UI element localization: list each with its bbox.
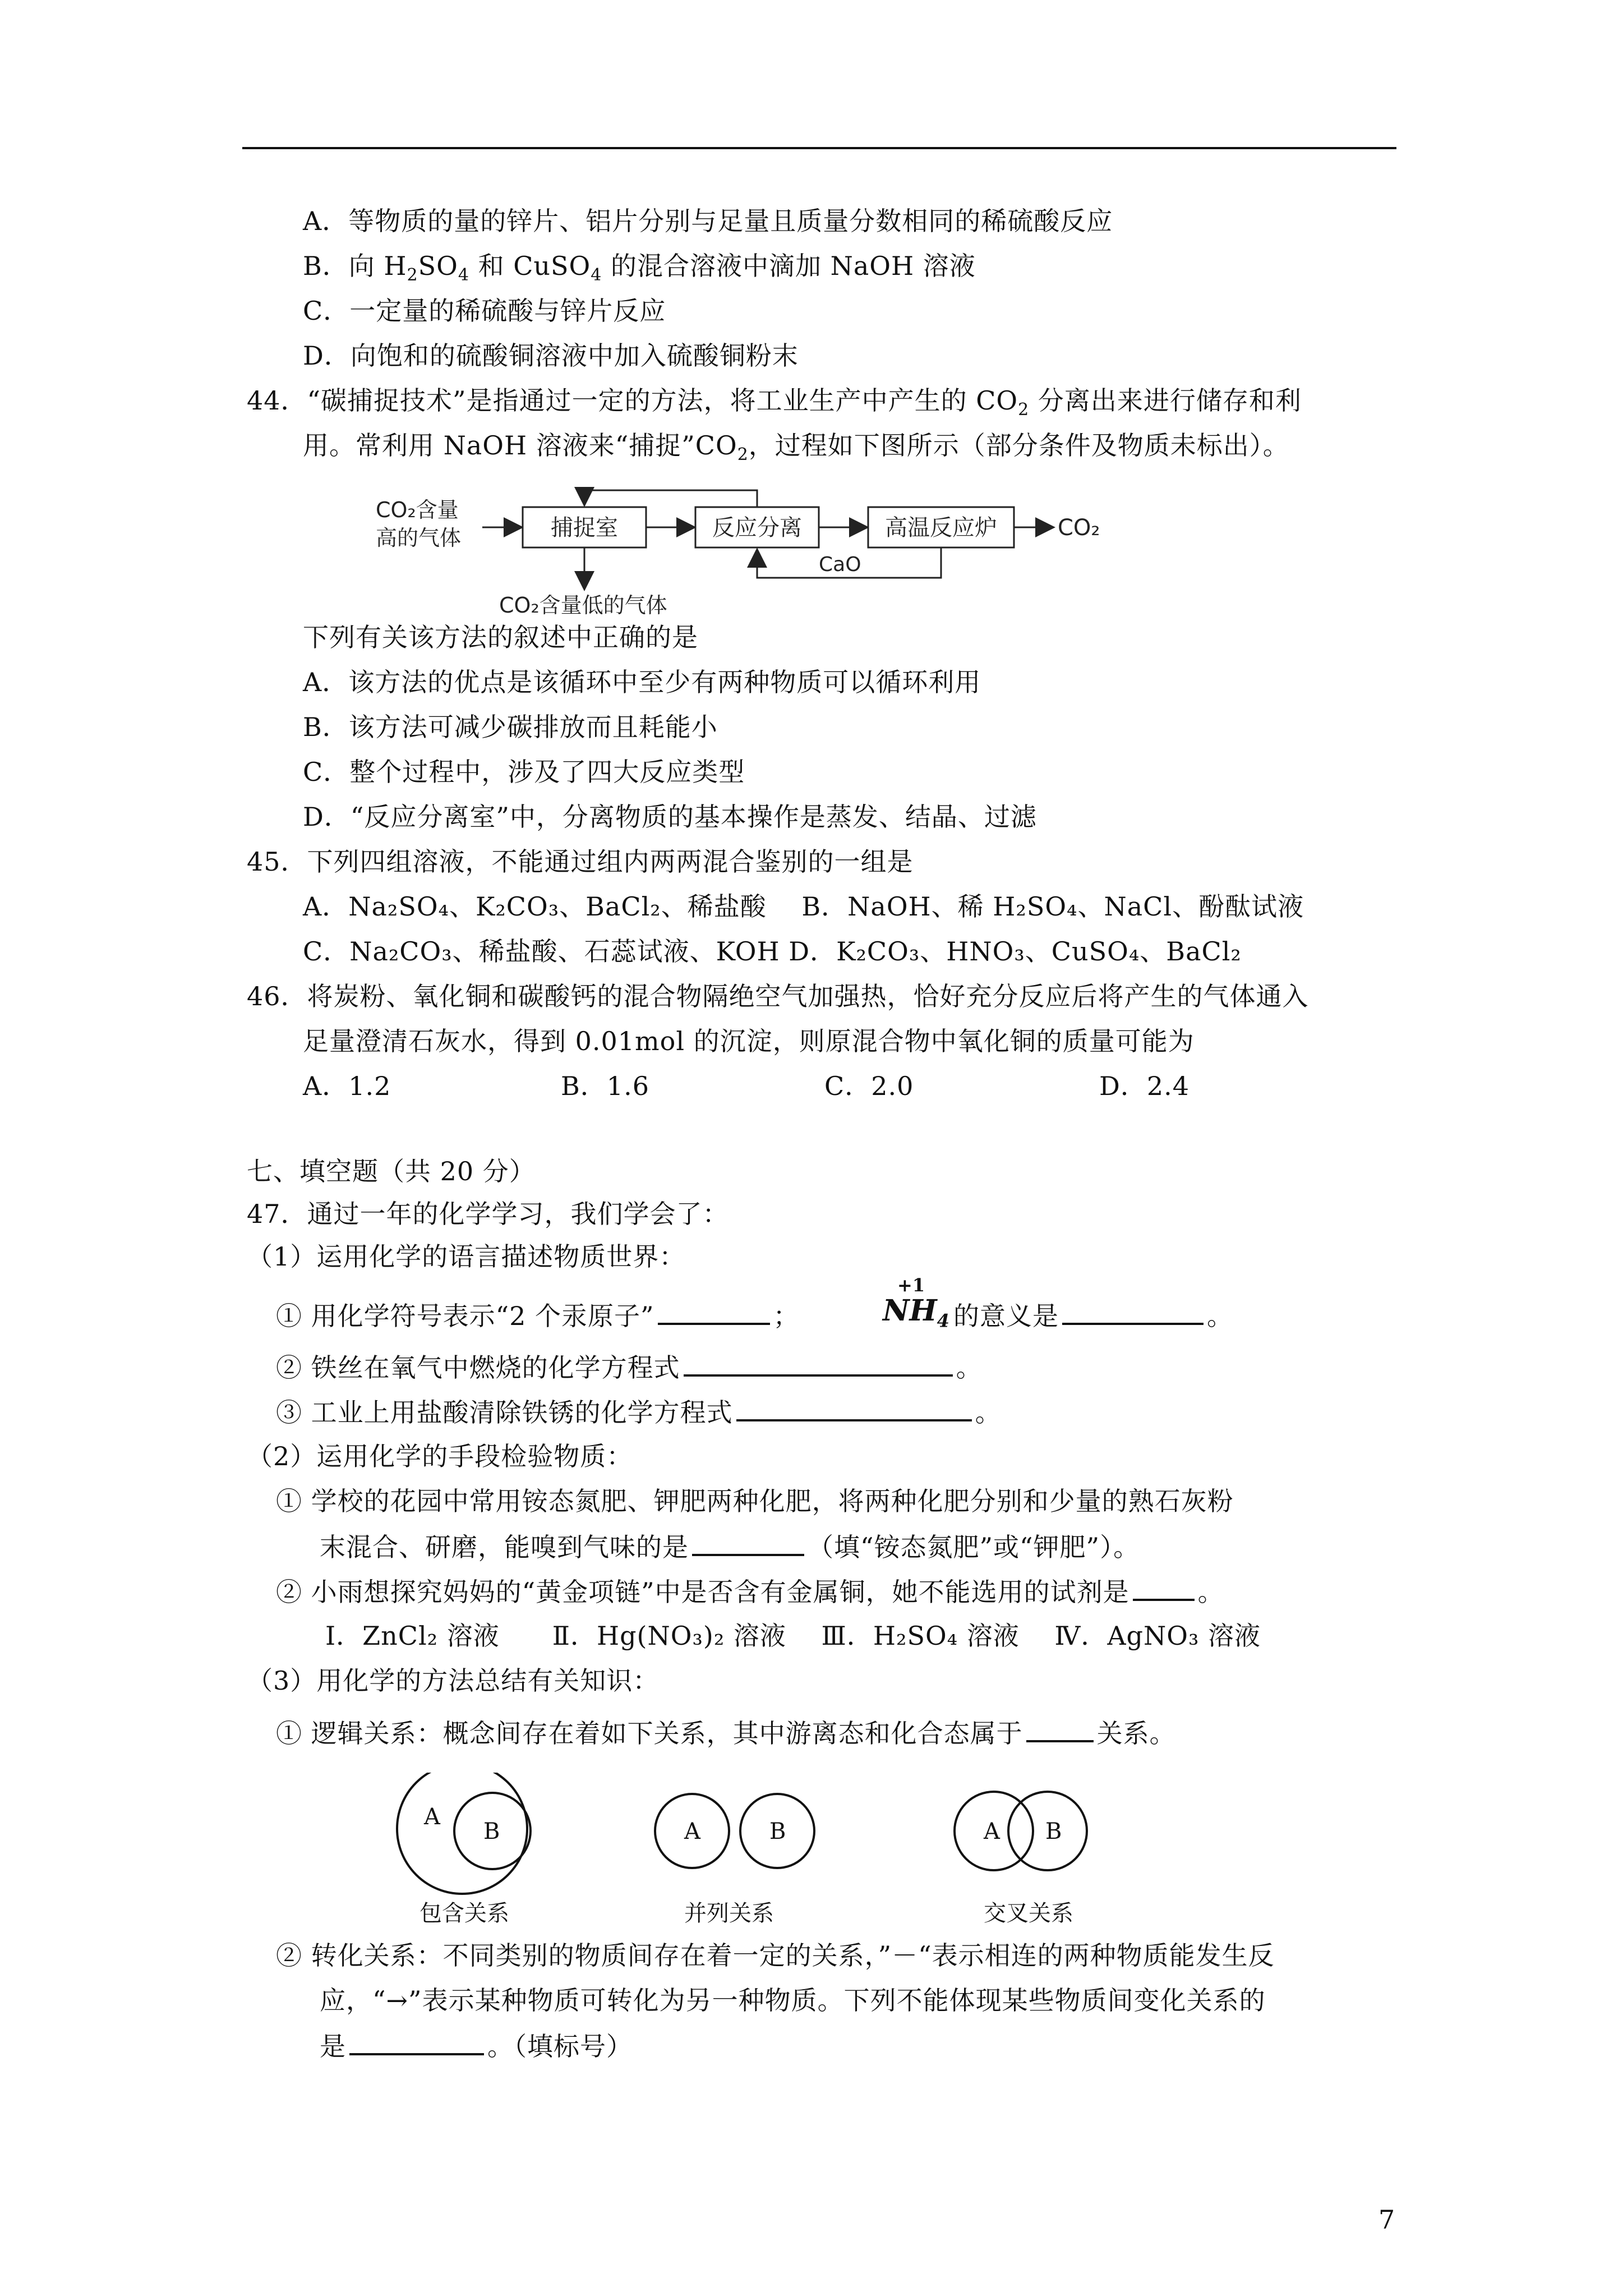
answer-blank[interactable] — [1133, 1574, 1195, 1601]
q43-option-b: B．向 $H_2SO_4$ 和 CuSO$_4$ 的混合溶液中滴加 NaOH 溶液 — [303, 251, 976, 286]
flow-exhaust-label: CO₂含量低的气体 — [499, 593, 667, 617]
label-b: B — [769, 1819, 786, 1844]
q47-part3-item2-line1: ② 转化关系：不同类别的物质间存在着一定的关系，”－“表示相连的两种物质能发生反 — [276, 1940, 1275, 1971]
q47-part3-item1: ① 逻辑关系：概念间存在着如下关系，其中游离态和化合态属于 关系。 — [276, 1715, 1176, 1750]
q47-part2-reagent-options: Ⅰ．ZnCl₂ 溶液 Ⅱ．Hg(NO₃)₂ 溶液 Ⅲ．H₂SO₄ 溶液 Ⅳ．AgNO₃ 溶液 — [325, 1621, 1261, 1651]
q47-part3-item2-line3: 是 。（填标号） — [320, 2028, 633, 2063]
q47-part1-item1-tail: 的意义是 。 — [953, 1298, 1233, 1333]
label-a: A — [424, 1804, 440, 1830]
q47-part2-item2: ② 小雨想探究妈妈的“黄金项链”中是否含有金属铜，她不能选用的试剂是 。 — [276, 1574, 1224, 1609]
label-b: B — [483, 1819, 500, 1844]
carbon-capture-flow-diagram — [359, 482, 1133, 617]
label-a: A — [684, 1819, 700, 1844]
parallel-relation — [655, 1794, 814, 1926]
q46-option-b: B．1.6 — [561, 1071, 649, 1101]
flow-input-label-1: CO₂含量 — [376, 498, 459, 522]
intersection-label: 交叉关系 — [984, 1901, 1073, 1926]
outer-circle-a — [397, 1773, 527, 1894]
reaction-separation-label: 反应分离 — [712, 515, 802, 541]
q46-option-a: A．1.2 — [303, 1071, 391, 1101]
answer-blank[interactable] — [349, 2028, 484, 2055]
q46-option-d: D．2.4 — [1099, 1071, 1190, 1101]
q46-option-c: C．2.0 — [824, 1071, 914, 1101]
q44-option-c: C．整个过程中，涉及了四大反应类型 — [303, 757, 745, 787]
parallel-label: 并列关系 — [684, 1901, 774, 1926]
q47-stem: 47．通过一年的化学学习，我们学会了： — [247, 1199, 729, 1229]
section-7-heading: 七、填空题（共 20 分） — [247, 1156, 536, 1186]
answer-blank[interactable] — [692, 1529, 804, 1556]
answer-blank[interactable] — [1062, 1298, 1204, 1325]
q44-option-a: A．该方法的优点是该循环中至少有两种物质可以循环利用 — [303, 667, 981, 697]
q45-options-cd: C．Na₂CO₃、稀盐酸、石蕊试液、KOH D．K₂CO₃、HNO₃、CuSO₄、BaCl₂ — [303, 936, 1242, 967]
q44-stem-line1: 44．“碳捕捉技术”是指通过一定的方法，将工业生产中产生的 $CO_2$ 分离出来进行储存和利 — [247, 385, 1302, 420]
q45-stem: 45．下列四组溶液，不能通过组内两两混合鉴别的一组是 — [247, 846, 914, 877]
label-a: A — [984, 1819, 1000, 1844]
q47-part1-item3: ③ 工业上用盐酸清除铁锈的化学方程式 。 — [276, 1395, 1002, 1429]
q47-part2-item1-line1: ① 学校的花园中常用铵态氮肥、钾肥两种化肥，将两种化肥分别和少量的熟石灰粉 — [276, 1486, 1234, 1516]
q46-stem-line1: 46．将炭粉、氧化铜和碳酸钙的混合物隔绝空气加强热，恰好充分反应后将产生的气体通入 — [247, 981, 1309, 1011]
page-number: 7 — [1378, 2205, 1395, 2235]
flow-output-label: CO₂ — [1058, 515, 1100, 541]
q44-option-b: B．该方法可减少碳排放而且耗能小 — [303, 712, 718, 742]
q47-part1-item1: ① 用化学符号表示“2 个汞原子” ； — [276, 1298, 800, 1333]
cao-label: CaO — [819, 553, 861, 576]
q43-option-a: A．等物质的量的锌片、铝片分别与足量且质量分数相同的稀硫酸反应 — [303, 206, 1113, 236]
q44-option-d: D．“反应分离室”中，分离物质的基本操作是蒸发、结晶、过滤 — [303, 802, 1037, 832]
q44-question: 下列有关该方法的叙述中正确的是 — [303, 622, 698, 652]
intersection-relation — [955, 1792, 1087, 1926]
q47-part1-heading: （1）运用化学的语言描述物质世界： — [247, 1241, 686, 1272]
flow-input-label-2: 高的气体 — [376, 526, 462, 550]
q47-part1-item2: ② 铁丝在氧气中燃烧的化学方程式 。 — [276, 1350, 983, 1384]
q45-options-ab: A．Na₂SO₄、K₂CO₃、BaCl₂、稀盐酸 B．NaOH、稀 H₂SO₄、NaCl、酚酞试液 — [303, 891, 1304, 922]
q43-option-c: C．一定量的稀硫酸与锌片反应 — [303, 296, 666, 326]
containment-relation — [397, 1773, 531, 1926]
answer-blank[interactable] — [1026, 1715, 1094, 1742]
q46-stem-line2: 足量澄清石灰水，得到 0.01mol 的沉淀，则原混合物中氧化铜的质量可能为 — [303, 1026, 1195, 1056]
q47-part2-heading: （2）运用化学的手段检验物质： — [247, 1441, 633, 1471]
q47-part3-item2-line2: 应，“→”表示某种物质可转化为另一种物质。下列不能体现某些物质间变化关系的 — [320, 1985, 1266, 2016]
header-rule — [242, 147, 1396, 149]
label-b: B — [1045, 1819, 1062, 1844]
q44-stem-line2: 用。常利用 NaOH 溶液来“捕捉$”CO_2$，过程如下图所示（部分条件及物质未标出）。 — [303, 430, 1289, 465]
furnace-label: 高温反应炉 — [885, 515, 997, 541]
q47-part2-item1-line2: 末混合、研磨，能嗅到气味的是 （填“铵态氮肥”或“钾肥”）。 — [320, 1529, 1140, 1564]
containment-label: 包含关系 — [419, 1901, 509, 1926]
nh4-formula: +1 $NH_4$ — [883, 1274, 949, 1332]
capture-chamber-label: 捕捉室 — [551, 515, 618, 541]
answer-blank[interactable] — [658, 1298, 770, 1325]
answer-blank[interactable] — [736, 1395, 972, 1421]
q43-option-d: D．向饱和的硫酸铜溶液中加入硫酸铜粉末 — [303, 341, 799, 371]
answer-blank[interactable] — [684, 1350, 953, 1377]
q47-part3-heading: （3）用化学的方法总结有关知识： — [247, 1665, 660, 1696]
relation-venn-diagrams — [393, 1773, 1234, 1930]
